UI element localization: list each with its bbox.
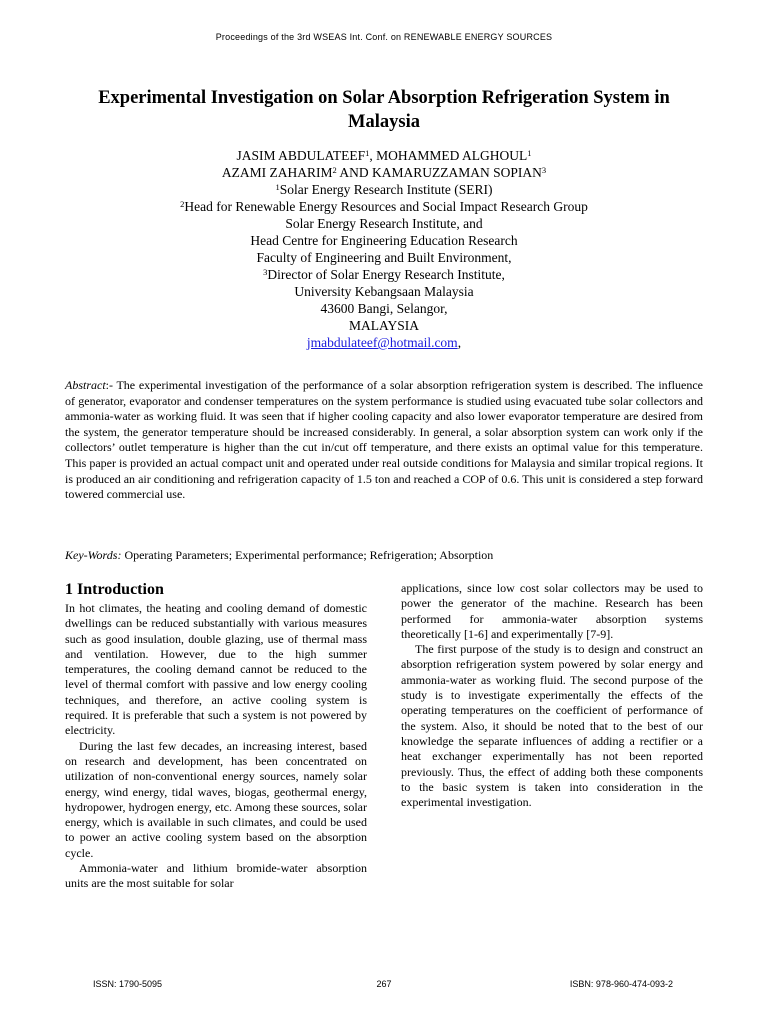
footer-issn: ISSN: 1790-5095 [93,979,163,989]
email-line: jmabdulateef@hotmail.com, [306,335,462,350]
author-block [60,147,708,351]
author-line: JASIM ABDULATEEF$^1$, MOHAMMED ALGHOUL$^1$ [236,148,532,163]
paragraph: Ammonia-water and lithium bromide-water absorption units are the most suitable for solar [65,861,367,891]
right-column [401,581,703,810]
footer-isbn: ISBN: 978-960-474-093-2 [569,979,673,989]
abstract-label: Abstract [65,378,106,392]
paper-title: Experimental Investigation on Solar Absorption Refrigeration System in Malaysia [98,88,670,132]
affiliation-line: $^2$Head for Renewable Energy Resources and Social Impact Research Group [180,199,588,214]
paragraph: applications, since low cost solar collectors may be used to power the generator of the machine. Research has been performed for ammonia-water absorption systems theoretically [1-6] and experimentally [7-9]. [401,581,703,641]
section-heading: 1 Introduction [65,581,164,598]
abstract [65,378,703,503]
left-column [65,580,367,892]
paragraph: The first purpose of the study is to design and construct an absorption refrigeration system powered by solar energy and ammonia-water as working fluid. The second purpose of the study is to investigate experimentally the effects of the operating temperatures on the coefficient of performance of the system. Also, it should be noted that to the best of our knowledge the separate influences of adding a rectifier or a heat exchanger experimentally has not been reported previously. Thus, the effect of adding both these components to the basic system is taken into consideration in the experimental investigation. [401,642,703,810]
affiliation-line: Head Centre for Engineering Education Research [250,233,518,248]
affiliation-line: University Kebangsaan Malaysia [294,284,474,299]
keywords-label: Key-Words: [65,548,122,562]
affiliation-line: Solar Energy Research Institute, and [285,216,483,231]
keywords [65,548,703,564]
running-header: Proceedings of the 3rd WSEAS Int. Conf. on RENEWABLE ENERGY SOURCES [215,32,553,42]
paragraph: In hot climates, the heating and cooling demand of domestic dwellings can be reduced substantially with various measures such as good insulation, double glazing, use of thermal mass and ventilation. However, due to the high summer temperatures, the cooling demand cannot be reduced to the level of thermal comfort with passive and low energy cooling techniques, and therefore, an active cooling system is required. It is preferable that such a system is not powered by electricity. [65,601,367,738]
keywords-text: Operating Parameters; Experimental performance; Refrigeration; Absorption [121,548,494,562]
affiliation-line: Faculty of Engineering and Built Environment, [256,250,512,265]
affiliation-line: 43600 Bangi, Selangor, [320,301,448,316]
paragraph: During the last few decades, an increasing interest, based on research and development, has been concentrated on utilization of non-conventional energy sources, namely solar energy, wind energy, tidal waves, biogas, geothermal energy, hydropower, hydrogen energy, etc. Among these sources, solar energy, which is available in such climates, and could be used to power an active cooling system based on the absorption cycle. [65,738,367,860]
affiliation-line: $^3$Director of Solar Energy Research Institute, [263,267,505,282]
email-link[interactable]: jmabdulateef@hotmail.com [306,335,458,350]
author-line: AZAMI ZAHARIM$^2$ AND KAMARUZZAMAN SOPIAN$^3$ [221,165,547,180]
affiliation-line: $^1$Solar Energy Research Institute (SERI) [275,182,493,197]
page-number: 267 [376,979,392,989]
affiliation-line: MALAYSIA [348,318,419,333]
abstract-text: :- The experimental investigation of the performance of a solar absorption refrigeration system is described. The influence of generator, evaporator and condenser temperatures on the system performance is studied using evacuated tube solar collectors and ammonia-water as working fluid. It was seen that if higher cooling capacity and also lower evaporator temperature are desired from the system, the generator temperature should be increased considerably. In general, a solar absorption system can work only if the collectors’ outlet temperature is higher than the cut in/cut off temperature, and there exists an optimal value for this temperature. This paper is provided an actual compact unit and operated under real outside conditions for Malaysia and similar tropical regions. It is produced an air conditioning and refrigeration capacity of 1.5 ton and reached a COP of 0.6. This unit is considered a step forward towered commercial use. [65,378,703,502]
